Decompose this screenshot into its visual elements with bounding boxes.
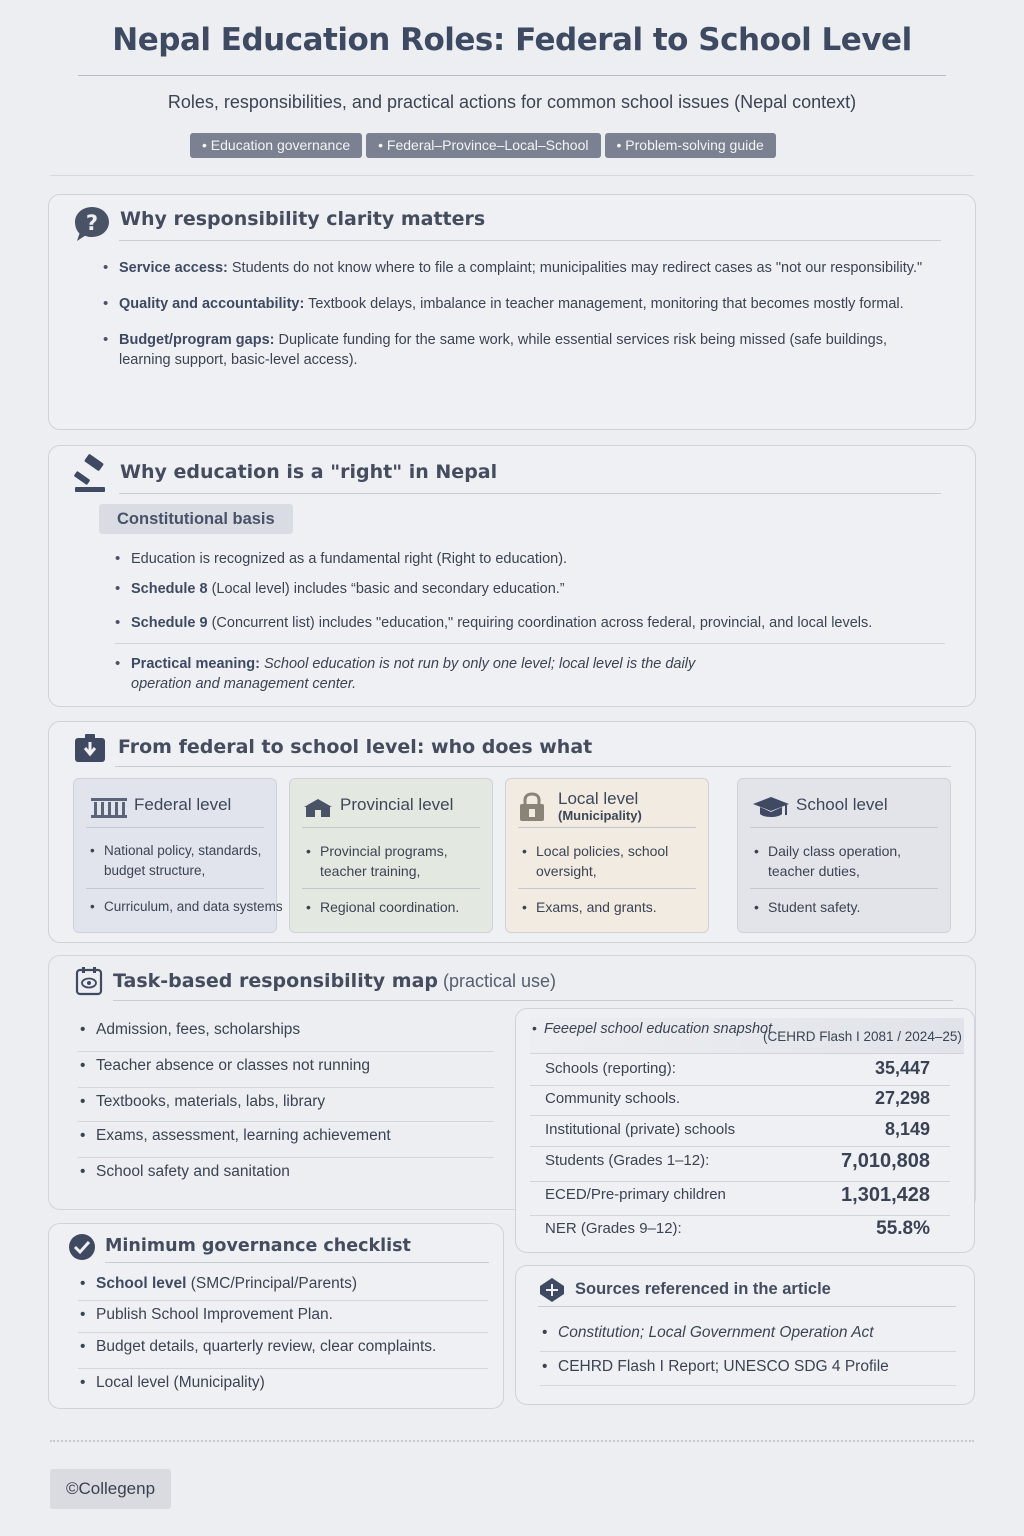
checklist-item: • School level (SMC/Principal/Parents)	[78, 1270, 488, 1301]
provincial-level-box	[289, 778, 493, 933]
school-level-divider	[750, 888, 938, 889]
task-item: • School safety and sanitation	[78, 1158, 494, 1194]
school-level-duty-1: • Daily class operation, teacher duties,	[754, 841, 924, 881]
checklist-rule	[105, 1262, 489, 1263]
page-subtitle: Roles, responsibilities, and practical actions for common school issues (Nepal context)	[167, 92, 857, 112]
why-clarity-rule	[119, 240, 941, 241]
task-item: • Textbooks, materials, labs, library	[78, 1088, 494, 1122]
federal-level-rule	[86, 827, 264, 828]
page-title: Nepal Education Roles: Federal to School Level	[112, 22, 912, 58]
tag-levels: • Federal–Province–Local–School	[366, 133, 600, 158]
credit-badge: ©Collegenp	[50, 1469, 171, 1509]
task-list	[78, 1016, 494, 1194]
source-item: • Constitution; Local Government Operation Act	[540, 1318, 956, 1352]
checkmark-icon	[67, 1232, 97, 1262]
school-level-rule	[750, 827, 938, 828]
tag-governance: • Education governance	[190, 133, 362, 158]
provincial-level-name: Provincial level	[340, 795, 454, 814]
why-clarity-title: Why responsibility clarity matters	[120, 208, 486, 230]
checklist-item: • Publish School Improvement Plan.	[78, 1301, 488, 1333]
school-level-duty-2: • Student safety.	[754, 897, 934, 917]
federal-level-box	[73, 778, 283, 933]
snapshot-header: • Feeepel school education snapshot (CEHRD Flash I 2081 / 2024–25)	[530, 1018, 964, 1054]
sources-list	[540, 1318, 956, 1386]
gavel-icon	[71, 454, 113, 494]
education-right-title: Why education is a "right" in Nepal	[120, 461, 498, 483]
school-level-box	[737, 778, 951, 933]
levels-title: From federal to school level: who does what	[118, 736, 593, 758]
local-level-name: Local level	[558, 789, 639, 808]
provincial-level-rule	[302, 827, 480, 828]
local-level-box	[505, 778, 709, 933]
stat-row: NER (Grades 9–12): 55.8%	[545, 1218, 930, 1239]
building-icon	[90, 795, 128, 819]
checklist-item: • Budget details, quarterly review, clear complaints.	[78, 1333, 488, 1369]
lock-building-icon	[516, 791, 548, 823]
list-item: • Service access: Students do not know where to file a complaint; municipalities may redirect cases as "not our responsibility."	[103, 258, 923, 278]
tag-row	[190, 133, 776, 158]
snapshot-source: (CEHRD Flash I 2081 / 2024–25)	[763, 1029, 962, 1044]
stat-row: Students (Grades 1–12): 7,010,808	[530, 1148, 950, 1182]
list-item: • Education is recognized as a fundamental right (Right to education).	[115, 549, 945, 569]
local-level-duty-2: • Exams, and grants.	[522, 897, 702, 917]
task-map-title: Task-based responsibility map (practical use)	[113, 970, 557, 992]
education-right-list	[115, 549, 945, 694]
task-map-rule	[113, 1000, 953, 1001]
federal-level-duty-2: • Curriculum, and data systems	[90, 897, 270, 917]
snapshot-title: Feeepel school education snapshot	[544, 1021, 773, 1037]
list-item: • Quality and accountability: Textbook delays, imbalance in teacher management, monitoring that becomes mostly formal.	[103, 294, 923, 314]
why-clarity-card	[48, 194, 976, 430]
sources-rule	[538, 1306, 956, 1307]
svg-text:?: ?	[85, 211, 99, 235]
list-item: • Schedule 9 (Concurrent list) includes "education," requiring coordination across federal, provincial, and local levels.	[115, 613, 945, 644]
provincial-level-duty-2: • Regional coordination.	[306, 897, 486, 917]
question-icon	[71, 203, 113, 245]
task-item: • Admission, fees, scholarships	[78, 1016, 494, 1052]
stat-row: Community schools. 27,298	[530, 1086, 950, 1116]
calendar-eye-icon	[75, 966, 103, 996]
task-item: • Teacher absence or classes not running	[78, 1052, 494, 1088]
local-level-divider	[518, 888, 696, 889]
local-level-rule	[518, 827, 696, 828]
levels-card	[48, 721, 976, 943]
database-icon	[538, 1276, 566, 1304]
task-item: • Exams, assessment, learning achievement	[78, 1122, 494, 1158]
list-item: • Practical meaning: School education is not run by only one level; local level is the daily operation and management center.	[115, 654, 755, 694]
constitutional-basis-badge: Constitutional basis	[99, 504, 293, 534]
checklist-title: Minimum governance checklist	[105, 1236, 411, 1256]
federal-level-duty-1: • National policy, standards, budget structure,	[90, 841, 270, 881]
source-item: • CEHRD Flash I Report; UNESCO SDG 4 Profile	[540, 1352, 956, 1386]
sources-title: Sources referenced in the article	[575, 1280, 831, 1298]
footer-divider	[50, 1440, 974, 1442]
school-level-name: School level	[796, 795, 888, 814]
provincial-level-divider	[302, 888, 480, 889]
provincial-level-duty-1: • Provincial programs, teacher training,	[306, 841, 486, 881]
header-divider	[50, 175, 974, 176]
levels-rule	[115, 766, 951, 767]
graduation-cap-icon	[752, 795, 790, 821]
list-item: • Budget/program gaps: Duplicate funding for the same work, while essential services risk being missed (safe buildings, learning support, basic-level access).	[103, 330, 923, 370]
stat-row: ECED/Pre-primary children 1,301,428	[530, 1182, 950, 1216]
checklist-item: • Local level (Municipality)	[78, 1369, 488, 1403]
local-level-sub: (Municipality)	[558, 808, 642, 823]
stat-row: Schools (reporting): 35,447	[530, 1056, 950, 1086]
federal-level-name: Federal level	[134, 795, 232, 814]
federal-level-divider	[86, 888, 264, 889]
checklist-items	[78, 1270, 488, 1403]
title-divider	[78, 75, 946, 76]
download-box-icon	[73, 732, 107, 764]
education-right-card	[48, 445, 976, 707]
province-house-icon	[302, 797, 334, 819]
education-right-rule	[119, 493, 941, 494]
local-level-duty-1: • Local policies, school oversight,	[522, 841, 672, 881]
list-item: • Schedule 8 (Local level) includes “basic and secondary education.”	[115, 579, 945, 599]
tag-problem-solving: • Problem-solving guide	[605, 133, 776, 158]
why-clarity-list	[103, 258, 923, 370]
stat-row: Institutional (private) schools 8,149	[530, 1117, 950, 1147]
